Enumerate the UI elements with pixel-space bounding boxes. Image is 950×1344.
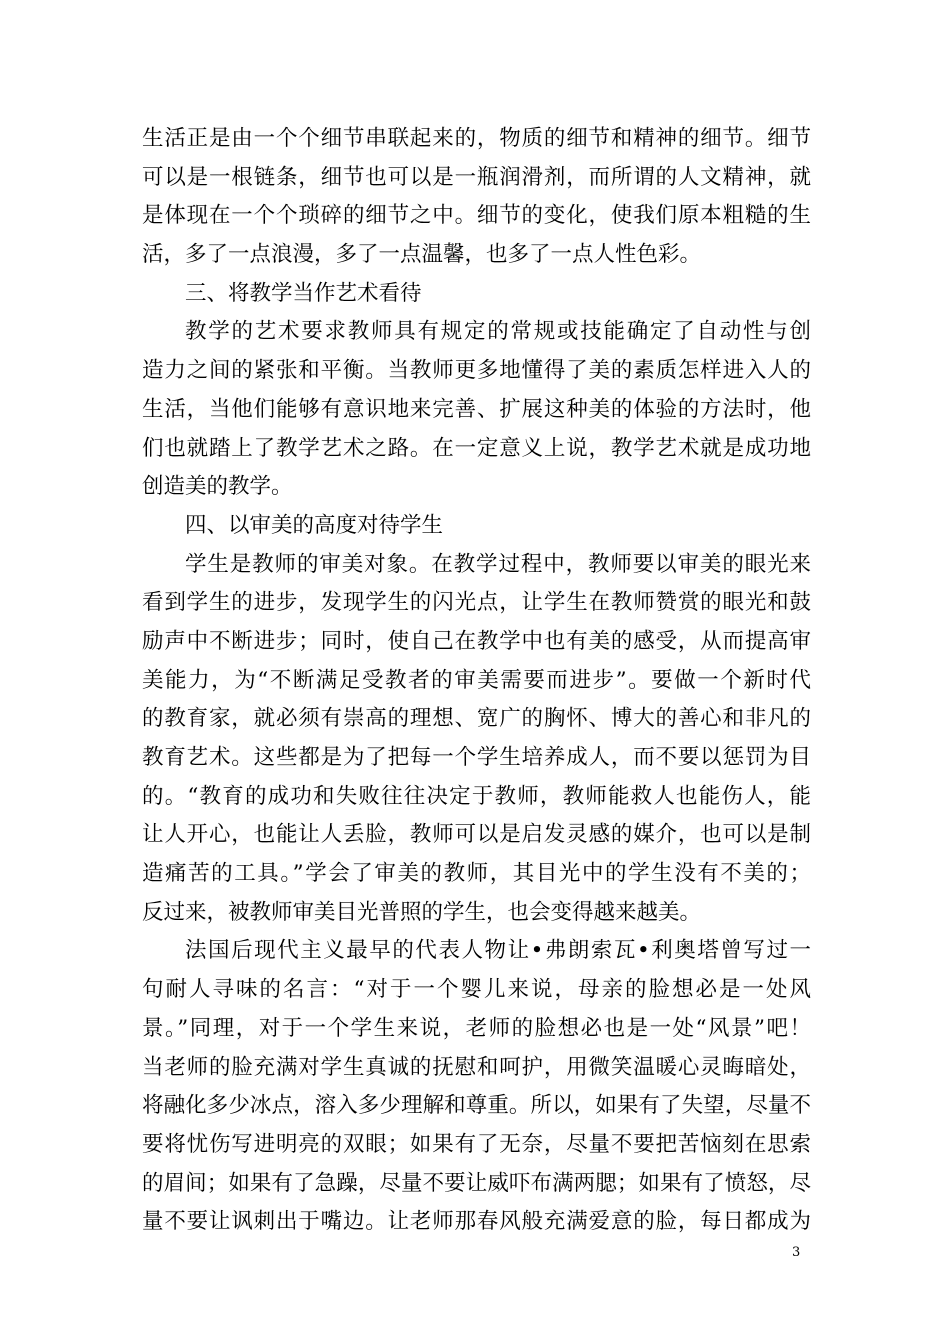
- text-line: 的教育家，就必须有崇高的理想、宽广的胸怀、博大的善心和非凡的: [142, 706, 811, 732]
- text-line: 是体现在一个个琐碎的细节之中。细节的变化，使我们原本粗糙的生: [142, 203, 811, 229]
- text-line: 量不要让讽刺出于嘴边。让老师那春风般充满爱意的脸，每日都成为: [142, 1209, 811, 1235]
- text-line: 美能力，为“不断满足受教者的审美需要而进步”。要做一个新时代: [142, 667, 811, 693]
- text-line: 的。“教育的成功和失败往往决定于教师，教师能救人也能伤人，能: [142, 783, 811, 809]
- text-line: 景。”同理，对于一个学生来说，老师的脸想必也是一处“风景”吧！: [142, 1015, 811, 1041]
- text-line: 造痛苦的工具。”学会了审美的教师，其目光中的学生没有不美的；: [142, 861, 811, 887]
- text-line: 学生是教师的审美对象。在教学过程中，教师要以审美的眼光来: [185, 551, 811, 577]
- text-line: 的眉间；如果有了急躁，尽量不要让威吓布满两腮；如果有了愤怒，尽: [142, 1170, 811, 1196]
- text-line: 看到学生的进步，发现学生的闪光点，让学生在教师赞赏的眼光和鼓: [142, 590, 811, 616]
- text-line: 将融化多少冰点，溶入多少理解和尊重。所以，如果有了失望，尽量不: [142, 1093, 811, 1119]
- section-heading: 四、以审美的高度对待学生: [185, 512, 444, 538]
- text-line: 们也就踏上了教学艺术之路。在一定意义上说，教学艺术就是成功地: [142, 435, 811, 461]
- text-line: 反过来，被教师审美目光普照的学生，也会变得越来越美。: [142, 899, 702, 925]
- text-line: 教育艺术。这些都是为了把每一个学生培养成人，而不要以惩罚为目: [142, 745, 811, 770]
- text-line: 生活，当他们能够有意识地来完善、扩展这种美的体验的方法时，他: [142, 396, 811, 422]
- page-number: 3: [792, 1245, 801, 1260]
- text-line: 励声中不断进步；同时，使自己在教学中也有美的感受，从而提高审: [142, 628, 811, 654]
- text-line: 活，多了一点浪漫，多了一点温馨，也多了一点人性色彩。: [142, 242, 702, 268]
- text-line: 生活正是由一个个细节串联起来的，物质的细节和精神的细节。细节: [142, 126, 811, 151]
- text-line: 要将忧伤写进明亮的双眼；如果有了无奈，尽量不要把苦恼刻在思索: [142, 1131, 811, 1157]
- text-line: 创造美的教学。: [142, 474, 293, 500]
- section-heading: 三、将教学当作艺术看待: [185, 280, 422, 306]
- text-line: 让人开心，也能让人丢脸，教师可以是启发灵感的媒介，也可以是制: [142, 822, 811, 848]
- text-line: 句耐人寻味的名言：“对于一个婴儿来说，母亲的脸想必是一处风: [142, 977, 811, 1003]
- text-line: 当老师的脸充满对学生真诚的抚慰和呵护，用微笑温暖心灵晦暗处，: [142, 1054, 811, 1080]
- text-line: 教学的艺术要求教师具有规定的常规或技能确定了自动性与创: [185, 319, 811, 345]
- body-text: [142, 120, 811, 1242]
- text-line: 造力之间的紧张和平衡。当教师更多地懂得了美的素质怎样进入人的: [142, 358, 811, 384]
- text-line: 法国后现代主义最早的代表人物让•弗朗索瓦•利奥塔曾写过一: [185, 938, 811, 964]
- text-line: 可以是一根链条，细节也可以是一瓶润滑剂，而所谓的人文精神，就: [142, 164, 811, 190]
